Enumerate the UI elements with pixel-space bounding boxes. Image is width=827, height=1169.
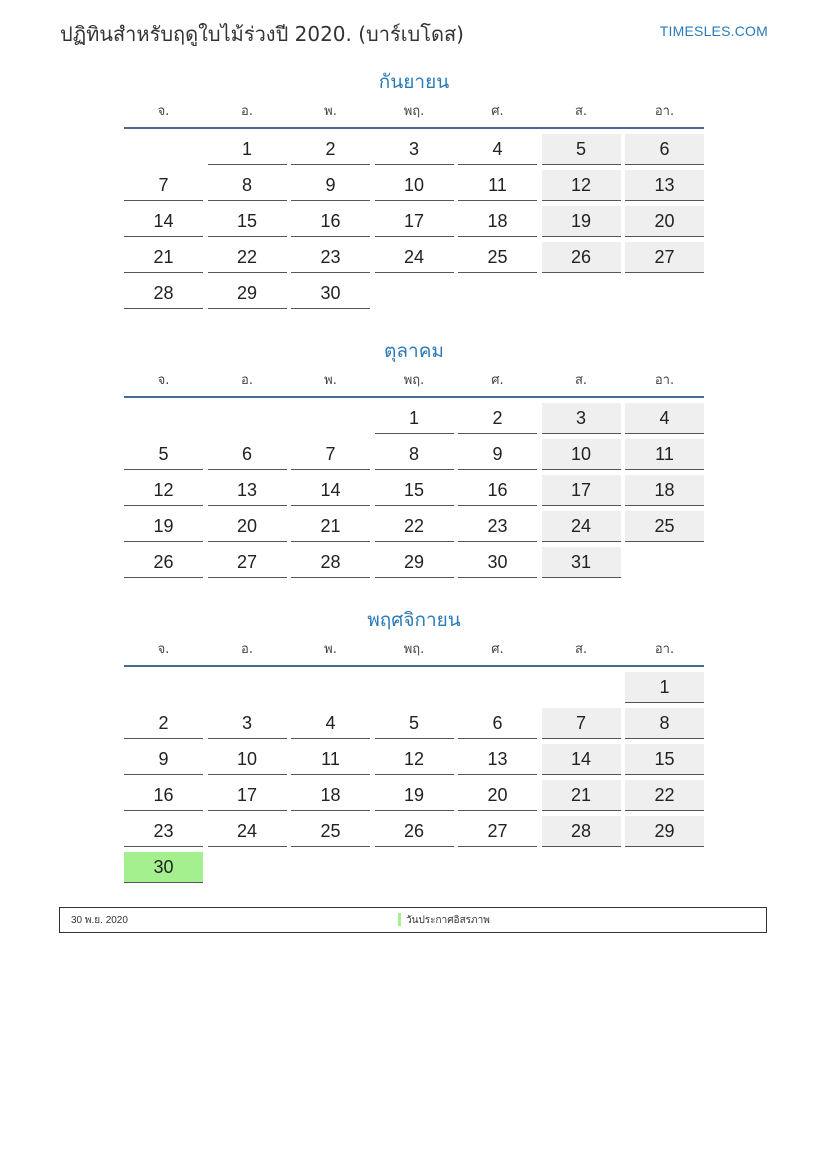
month-title: ตุลาคม bbox=[384, 340, 444, 362]
day-cell[interactable]: 14 bbox=[124, 206, 203, 237]
day-cell[interactable]: 15 bbox=[208, 206, 287, 237]
day-cell[interactable]: 30 bbox=[458, 547, 537, 578]
day-cell[interactable]: 20 bbox=[208, 511, 287, 542]
empty-day-cell bbox=[542, 672, 621, 703]
weekday-label: อา. bbox=[654, 373, 675, 388]
empty-day-cell bbox=[124, 403, 203, 434]
month-title: พฤศจิกายน bbox=[367, 609, 461, 631]
day-cell[interactable]: 20 bbox=[625, 206, 704, 237]
day-cell[interactable]: 24 bbox=[542, 511, 621, 542]
empty-day-cell bbox=[458, 672, 537, 703]
day-cell[interactable]: 28 bbox=[124, 278, 203, 309]
day-cell[interactable]: 18 bbox=[625, 475, 704, 506]
weekday-label: พฤ. bbox=[403, 642, 425, 657]
day-cell[interactable]: 2 bbox=[291, 134, 370, 165]
day-cell[interactable]: 9 bbox=[458, 439, 537, 470]
day-cell[interactable]: 6 bbox=[208, 439, 287, 470]
day-cell[interactable]: 27 bbox=[208, 547, 287, 578]
day-grid bbox=[124, 398, 704, 579]
day-cell[interactable]: 6 bbox=[625, 134, 704, 165]
legend-date: 30 พ.ย. 2020 bbox=[71, 915, 128, 926]
day-cell[interactable]: 29 bbox=[375, 547, 454, 578]
day-cell[interactable]: 2 bbox=[124, 708, 203, 739]
month-november bbox=[124, 605, 704, 884]
day-cell[interactable]: 24 bbox=[208, 816, 287, 847]
day-cell[interactable]: 9 bbox=[291, 170, 370, 201]
weekday-label: จ. bbox=[157, 104, 170, 119]
day-cell[interactable]: 3 bbox=[208, 708, 287, 739]
day-cell[interactable]: 1 bbox=[208, 134, 287, 165]
page-title: ปฏิทินสำหรับฤดูใบไม้ร่วงปี 2020. (บาร์เบโดส) bbox=[60, 22, 464, 46]
holiday-day-cell[interactable]: 30 bbox=[124, 852, 203, 883]
day-cell[interactable]: 17 bbox=[375, 206, 454, 237]
legend-holiday-name: วันประกาศอิสรภาพ bbox=[406, 915, 490, 926]
day-cell[interactable]: 25 bbox=[291, 816, 370, 847]
day-cell[interactable]: 15 bbox=[625, 744, 704, 775]
day-cell[interactable]: 13 bbox=[458, 744, 537, 775]
weekday-header bbox=[124, 97, 704, 129]
day-cell[interactable]: 10 bbox=[375, 170, 454, 201]
day-cell[interactable]: 9 bbox=[124, 744, 203, 775]
day-cell[interactable]: 14 bbox=[542, 744, 621, 775]
day-cell[interactable]: 1 bbox=[625, 672, 704, 703]
weekday-label: จ. bbox=[157, 642, 170, 657]
day-cell[interactable]: 5 bbox=[124, 439, 203, 470]
day-cell[interactable]: 29 bbox=[625, 816, 704, 847]
day-grid bbox=[124, 129, 704, 310]
day-cell[interactable]: 5 bbox=[542, 134, 621, 165]
day-cell[interactable]: 11 bbox=[458, 170, 537, 201]
day-cell[interactable]: 25 bbox=[458, 242, 537, 273]
day-cell[interactable]: 31 bbox=[542, 547, 621, 578]
weekday-label: อ. bbox=[241, 642, 253, 657]
day-cell[interactable]: 17 bbox=[542, 475, 621, 506]
day-cell[interactable]: 15 bbox=[375, 475, 454, 506]
day-cell[interactable]: 26 bbox=[124, 547, 203, 578]
holiday-legend bbox=[59, 907, 767, 933]
day-cell[interactable]: 3 bbox=[542, 403, 621, 434]
day-cell[interactable]: 20 bbox=[458, 780, 537, 811]
day-cell[interactable]: 21 bbox=[124, 242, 203, 273]
weekday-label: ส. bbox=[574, 642, 588, 657]
day-cell[interactable]: 7 bbox=[542, 708, 621, 739]
day-grid bbox=[124, 667, 704, 884]
day-cell[interactable]: 24 bbox=[375, 242, 454, 273]
day-cell[interactable]: 19 bbox=[375, 780, 454, 811]
day-cell[interactable]: 3 bbox=[375, 134, 454, 165]
day-cell[interactable]: 27 bbox=[458, 816, 537, 847]
day-cell[interactable]: 11 bbox=[625, 439, 704, 470]
weekday-label: อา. bbox=[654, 104, 675, 119]
empty-day-cell bbox=[124, 134, 203, 165]
weekday-header bbox=[124, 366, 704, 398]
day-cell[interactable]: 5 bbox=[375, 708, 454, 739]
empty-day-cell bbox=[208, 672, 287, 703]
weekday-label: ศ. bbox=[491, 642, 504, 657]
day-cell[interactable]: 6 bbox=[458, 708, 537, 739]
day-cell[interactable]: 30 bbox=[291, 278, 370, 309]
weekday-label: พฤ. bbox=[403, 104, 425, 119]
day-cell[interactable]: 19 bbox=[542, 206, 621, 237]
day-cell[interactable]: 26 bbox=[542, 242, 621, 273]
day-cell[interactable]: 10 bbox=[542, 439, 621, 470]
day-cell[interactable]: 8 bbox=[625, 708, 704, 739]
day-cell[interactable]: 12 bbox=[124, 475, 203, 506]
day-cell[interactable]: 22 bbox=[375, 511, 454, 542]
weekday-label: อ. bbox=[241, 373, 253, 388]
day-cell[interactable]: 19 bbox=[124, 511, 203, 542]
day-cell[interactable]: 22 bbox=[625, 780, 704, 811]
day-cell[interactable]: 4 bbox=[458, 134, 537, 165]
day-cell[interactable]: 16 bbox=[124, 780, 203, 811]
day-cell[interactable]: 8 bbox=[208, 170, 287, 201]
weekday-label: ศ. bbox=[491, 373, 504, 388]
day-cell[interactable]: 23 bbox=[291, 242, 370, 273]
day-cell[interactable]: 28 bbox=[291, 547, 370, 578]
day-cell[interactable]: 16 bbox=[458, 475, 537, 506]
weekday-label: จ. bbox=[157, 373, 170, 388]
weekday-label: พ. bbox=[324, 104, 337, 119]
legend-swatch bbox=[398, 913, 401, 926]
day-cell[interactable]: 18 bbox=[458, 206, 537, 237]
empty-day-cell bbox=[291, 403, 370, 434]
day-cell[interactable]: 12 bbox=[542, 170, 621, 201]
day-cell[interactable]: 13 bbox=[208, 475, 287, 506]
day-cell[interactable]: 1 bbox=[375, 403, 454, 434]
month-october bbox=[124, 336, 704, 579]
day-cell[interactable]: 22 bbox=[208, 242, 287, 273]
day-cell[interactable]: 21 bbox=[291, 511, 370, 542]
day-cell[interactable]: 26 bbox=[375, 816, 454, 847]
weekday-label: ศ. bbox=[491, 104, 504, 119]
weekday-label: พฤ. bbox=[403, 373, 425, 388]
day-cell[interactable]: 25 bbox=[625, 511, 704, 542]
empty-day-cell bbox=[291, 672, 370, 703]
day-cell[interactable]: 18 bbox=[291, 780, 370, 811]
weekday-label: พ. bbox=[324, 642, 337, 657]
day-cell[interactable]: 7 bbox=[124, 170, 203, 201]
day-cell[interactable]: 7 bbox=[291, 439, 370, 470]
month-september bbox=[124, 67, 704, 310]
empty-day-cell bbox=[124, 672, 203, 703]
weekday-label: อา. bbox=[654, 642, 675, 657]
day-cell[interactable]: 29 bbox=[208, 278, 287, 309]
day-cell[interactable]: 21 bbox=[542, 780, 621, 811]
weekday-label: พ. bbox=[324, 373, 337, 388]
weekday-label: อ. bbox=[241, 104, 253, 119]
day-cell[interactable]: 4 bbox=[625, 403, 704, 434]
day-cell[interactable]: 4 bbox=[291, 708, 370, 739]
empty-day-cell bbox=[375, 672, 454, 703]
weekday-label: ส. bbox=[574, 373, 588, 388]
month-title: กันยายน bbox=[378, 71, 450, 93]
day-cell[interactable]: 16 bbox=[291, 206, 370, 237]
day-cell[interactable]: 17 bbox=[208, 780, 287, 811]
weekday-header bbox=[124, 635, 704, 667]
empty-day-cell bbox=[208, 403, 287, 434]
day-cell[interactable]: 14 bbox=[291, 475, 370, 506]
day-cell[interactable]: 8 bbox=[375, 439, 454, 470]
day-cell[interactable]: 28 bbox=[542, 816, 621, 847]
day-cell[interactable]: 11 bbox=[291, 744, 370, 775]
day-cell[interactable]: 27 bbox=[625, 242, 704, 273]
day-cell[interactable]: 23 bbox=[124, 816, 203, 847]
weekday-label: ส. bbox=[574, 104, 588, 119]
brand-link[interactable]: TIMESLES.COM bbox=[659, 23, 768, 39]
day-cell[interactable]: 13 bbox=[625, 170, 704, 201]
day-cell[interactable]: 2 bbox=[458, 403, 537, 434]
day-cell[interactable]: 10 bbox=[208, 744, 287, 775]
day-cell[interactable]: 23 bbox=[458, 511, 537, 542]
day-cell[interactable]: 12 bbox=[375, 744, 454, 775]
